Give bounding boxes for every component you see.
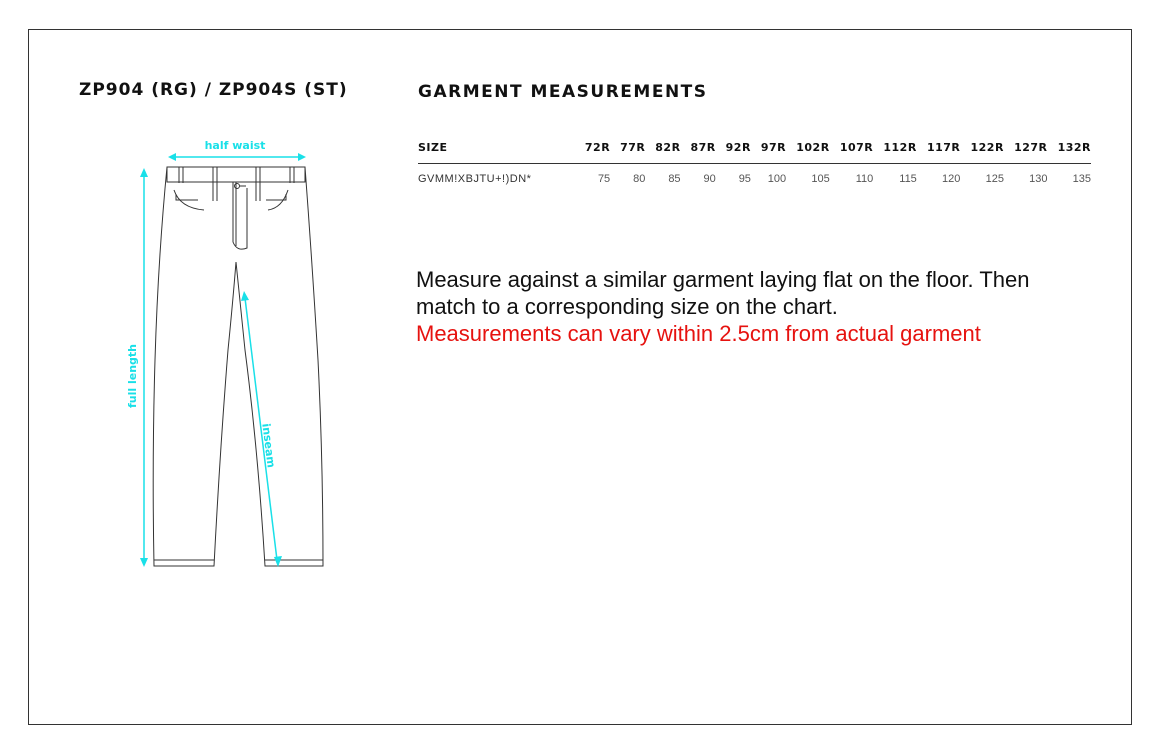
size-header-cell: 82R <box>654 138 689 164</box>
size-header-cell: 122R <box>969 138 1013 164</box>
arrowhead-icon <box>241 291 249 301</box>
size-header-cell: 97R <box>760 138 795 164</box>
half-waist-label: half waist <box>204 139 266 152</box>
size-header-cell: 92R <box>725 138 760 164</box>
size-header-cell: 87R <box>690 138 725 164</box>
table-cell: 125 <box>985 173 1004 185</box>
note-line-1: Measure against a similar garment laying flat on the floor. Then <box>416 267 1030 292</box>
measurement-note <box>416 266 1029 347</box>
arrowhead-icon <box>140 558 148 567</box>
measurement-arrows <box>140 153 306 567</box>
size-header-cell: 132R <box>1057 138 1092 164</box>
product-title: ZP904 (RG) / ZP904S (ST) <box>79 80 348 100</box>
table-row <box>418 164 1091 186</box>
size-header-cell: 117R <box>926 138 970 164</box>
table-cell: 100 <box>767 173 787 185</box>
table-cell: 135 <box>1072 173 1091 185</box>
size-column-header: SIZE <box>418 138 584 164</box>
size-header-cell: 127R <box>1013 138 1057 164</box>
note-warning: Measurements can vary within 2.5cm from actual garment <box>416 321 981 346</box>
size-header-cell: 77R <box>619 138 654 164</box>
table-cell: 110 <box>855 173 874 185</box>
jeans-outline <box>153 167 323 566</box>
size-header-cell: 112R <box>882 138 926 164</box>
note-line-2: match to a corresponding size on the chart. <box>416 294 838 319</box>
arrowhead-icon <box>298 153 306 161</box>
full-length-label: full length <box>126 343 139 409</box>
table-cell: 130 <box>1029 173 1048 185</box>
arrowhead-icon <box>168 153 176 161</box>
arrowhead-icon <box>274 556 282 567</box>
table-cell: 105 <box>811 173 830 185</box>
jeans-diagram <box>0 0 400 600</box>
size-header-cell: 102R <box>795 138 839 164</box>
arrowhead-icon <box>140 168 148 177</box>
size-header-cell: 72R <box>584 138 619 164</box>
table-header-row <box>418 138 1091 164</box>
size-header-cell: 107R <box>839 138 883 164</box>
table-cell: 75 <box>597 173 611 185</box>
table-cell: 120 <box>942 173 961 185</box>
table-cell: 95 <box>738 173 751 185</box>
size-chart-table <box>418 138 1091 185</box>
table-cell: 115 <box>899 173 917 185</box>
inseam-label: inseam <box>259 422 278 469</box>
table-cell: 90 <box>703 173 716 185</box>
row-label: GVMM!XBJTU+!)DN* <box>418 173 532 185</box>
table-cell: 80 <box>633 173 646 185</box>
section-title: GARMENT MEASUREMENTS <box>418 82 708 102</box>
table-cell: 85 <box>668 173 681 185</box>
